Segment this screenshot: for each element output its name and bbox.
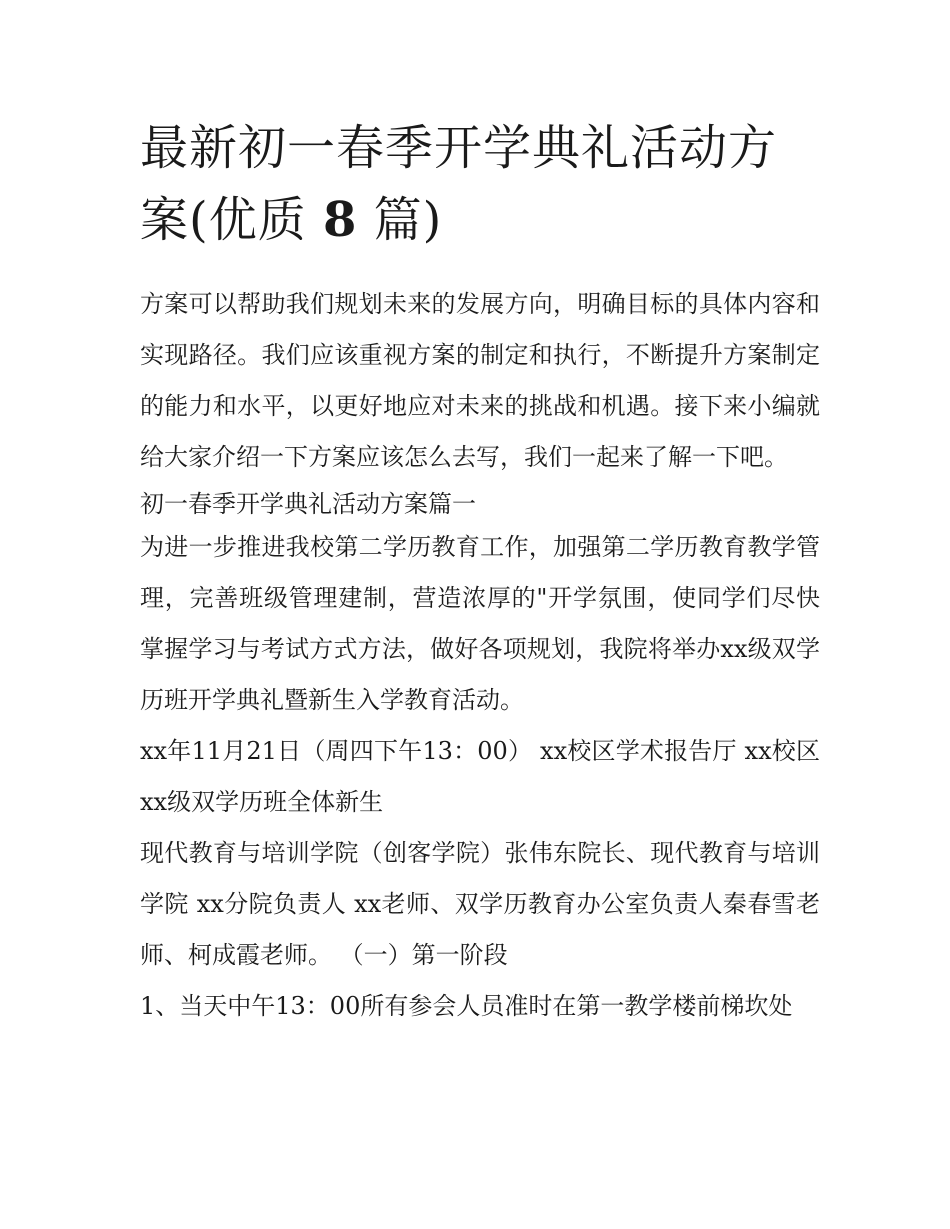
paragraph-attendees: 现代教育与培训学院（创客学院）张伟东院长、现代教育与培训学院 xx分院负责人 xx老师、双学历教育办公室负责人秦春雪老师、柯成霞老师。 （一）第一阶段 <box>140 839 820 969</box>
title-line-2-prefix: 案(优质 <box>140 192 323 248</box>
title-line-1: 最新初一春季开学典礼活动方 <box>140 120 778 176</box>
paragraph-purpose: 为进一步推进我校第二学历教育工作，加强第二学历教育教学管理，完善班级管理建制，营造浓厚的"开学氛围，使同学们尽快掌握学习与考试方式方法，做好各项规划，我院将举办xx级双学历班开学典礼暨新生入学教育活动。 <box>140 533 820 714</box>
title-line-2-number: 8 <box>323 192 358 248</box>
section-heading: 初一春季开学典礼活动方案篇一 <box>140 490 476 518</box>
paragraph-time-place: xx年11月21日（周四下午13：00） xx校区学术报告厅 xx校区 xx级双学历班全体新生 <box>140 737 820 816</box>
title-line-2-suffix: 篇) <box>357 192 443 248</box>
document-title <box>140 112 820 256</box>
intro-paragraph: 方案可以帮助我们规划未来的发展方向，明确目标的具体内容和实现路径。我们应该重视方案的制定和执行，不断提升方案制定的能力和水平，以更好地应对未来的挑战和机遇。接下来小编就给大家介绍一下方案应该怎么去写，我们一起来了解一下吧。 <box>140 290 820 471</box>
paragraph-step-1: 1、当天中午13：00所有参会人员准时在第一教学楼前梯坎处 <box>140 992 793 1020</box>
document-body <box>140 279 820 1032</box>
